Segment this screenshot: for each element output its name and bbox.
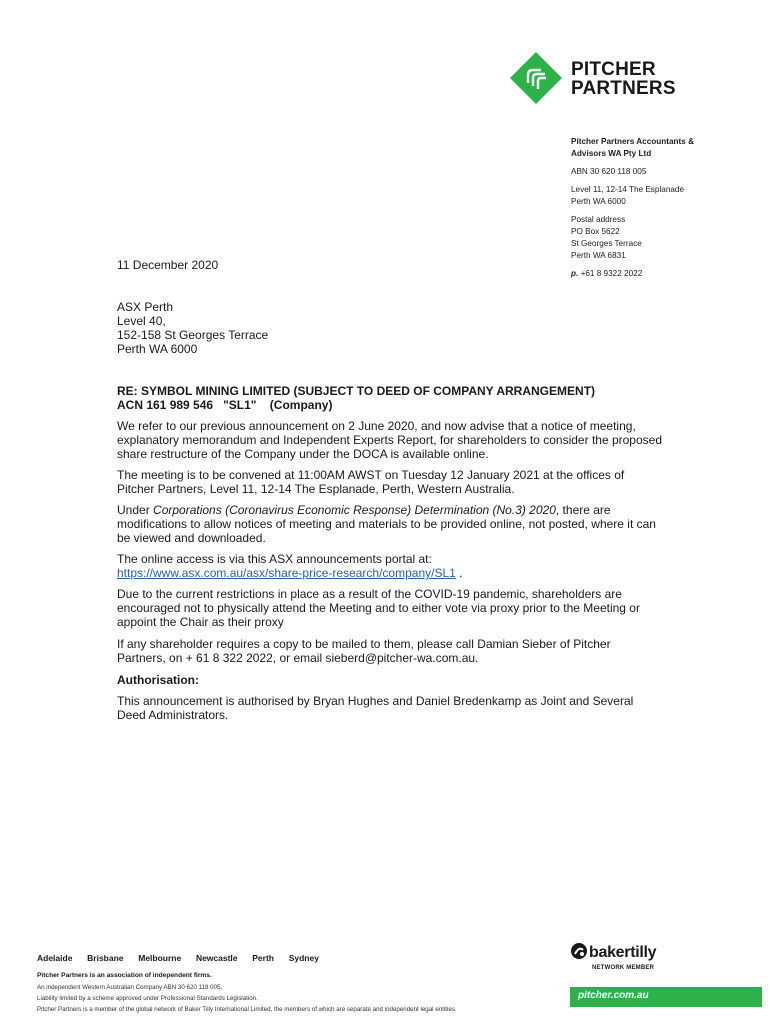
paragraph-online-access xyxy=(117,552,662,580)
addressee-line: ASX Perth xyxy=(117,300,174,314)
network-name: bakertilly xyxy=(589,944,657,961)
footer-liability-line: Liability limited by a scheme approved under Professional Standards Legislation. xyxy=(37,995,258,1002)
firm-address-line2: Perth WA 6000 xyxy=(571,197,626,206)
subject-heading xyxy=(117,384,677,412)
online-access-suffix: . xyxy=(455,566,463,580)
addressee-block xyxy=(117,300,268,356)
determination-suffix: , there are modifications to allow notices of meeting and materials to be provided online, not posted, where it can be viewed and downloaded. xyxy=(117,503,656,545)
paragraph-covid-restrictions: Due to the current restrictions in place as a result of the COVID-19 pandemic, shareholders are encouraged not to physically attend the Meeting and to either vote via proxy prior to the Meeting or appoint the Chair as their proxy xyxy=(117,587,640,629)
postal-line2: St Georges Terrace xyxy=(571,239,642,248)
paragraph-meeting-details: The meeting is to be convened at 11:00AM AWST on Tuesday 12 January 2021 at the offices of Pitcher Partners, Level 11, 12-14 The Esplanade, Perth, Western Australia. xyxy=(117,468,625,496)
footer-network-line: Pitcher Partners is a member of the global network of Baker Tilly International Limited, the members of which are separate and independent legal entities. xyxy=(37,1006,457,1013)
firm-name-line1: Pitcher Partners Accountants & xyxy=(571,137,694,146)
network-member-label: NETWORK MEMBER xyxy=(592,965,655,971)
addressee-line: Level 40, xyxy=(117,314,166,328)
authorisation-heading: Authorisation: xyxy=(117,673,199,687)
pitcher-partners-emblem-icon xyxy=(508,50,564,106)
determination-prefix: Under xyxy=(117,503,154,517)
paragraph-determination xyxy=(117,503,662,545)
phone-label: p. xyxy=(571,269,579,278)
addressee-line: Perth WA 6000 xyxy=(117,342,198,356)
phone-number: +61 8 9322 2022 xyxy=(580,269,643,278)
firm-phone xyxy=(571,268,761,280)
logo-word-partners: PARTNERS xyxy=(571,78,676,99)
association-statement: Pitcher Partners is an association of independent firms. xyxy=(37,972,212,979)
paragraph-mail-copy: If any shareholder requires a copy to be mailed to them, please call Damian Sieber of Pitcher Partners, on + 61 8 322 2022, or email sieberd@pitcher-wa.com.au. xyxy=(117,637,611,665)
postal-line3: Perth WA 6831 xyxy=(571,251,626,260)
asx-portal-link[interactable]: https://www.asx.com.au/asx/share-price-research/company/SL1 xyxy=(117,566,456,580)
subject-line1: RE: SYMBOL MINING LIMITED (SUBJECT TO DEED OF COMPANY ARRANGEMENT) xyxy=(117,384,596,398)
firm-address-line1: Level 11, 12-14 The Esplanade xyxy=(571,185,685,194)
firm-name-line2: Advisors WA Pty Ltd xyxy=(571,149,652,158)
firm-details xyxy=(571,136,761,280)
paragraph-previous-announcement: We refer to our previous announcement on 2 June 2020, and now advise that a notice of meeting, explanatory memorandum and Independent Experts Report, for shareholders to consider the proposed share restructure of the Company under the DOCA is available online. xyxy=(117,419,662,461)
footer-company-line: An independent Western Australian Company ABN 30 620 118 005. xyxy=(37,984,223,991)
letter-date: 11 December 2020 xyxy=(117,258,219,272)
logo-word-pitcher: PITCHER xyxy=(571,59,656,80)
baker-tilly-logo xyxy=(570,940,680,976)
pitcher-partners-logo xyxy=(508,50,678,106)
subject-line2: ACN 161 989 546 "SL1" (Company) xyxy=(117,398,333,412)
office-cities: Adelaide Brisbane Melbourne Newcastle Perth Sydney xyxy=(37,953,319,963)
website-banner xyxy=(570,987,762,1007)
determination-title: Corporations (Coronavirus Economic Response) Determination (No.3) 2020 xyxy=(153,503,556,517)
paragraph-authorisation: This announcement is authorised by Bryan Hughes and Daniel Bredenkamp as Joint and Several Deed Administrators. xyxy=(117,694,634,722)
addressee-line: 152-158 St Georges Terrace xyxy=(117,328,269,342)
website-link[interactable]: pitcher.com.au xyxy=(578,990,649,1001)
postal-label: Postal address xyxy=(571,215,626,224)
baker-tilly-emblem-icon xyxy=(570,942,588,960)
firm-abn: ABN 30 620 118 005 xyxy=(571,167,647,176)
postal-line1: PO Box 5622 xyxy=(571,227,620,236)
online-access-text: The online access is via this ASX announcements portal at: xyxy=(117,552,432,566)
